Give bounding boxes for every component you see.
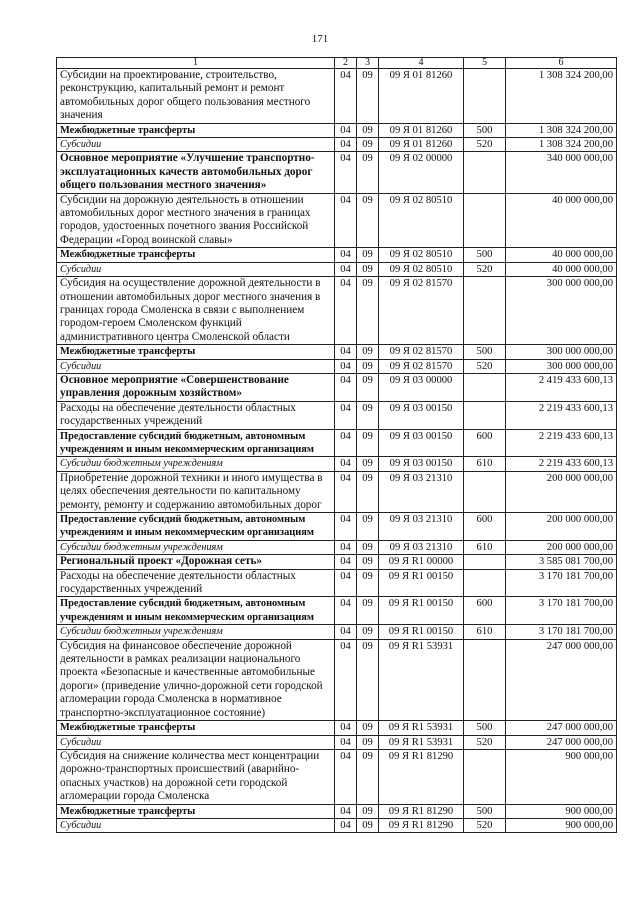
amount: 247 000 000,00 <box>506 639 617 720</box>
item-description: Субсидии <box>57 262 335 276</box>
subsection-code: 09 <box>357 540 379 554</box>
subsection-code: 09 <box>357 123 379 137</box>
expense-type-code <box>464 152 506 193</box>
amount: 1 308 324 200,00 <box>506 138 617 152</box>
table-row <box>57 345 617 359</box>
table-row <box>57 804 617 818</box>
item-description: Приобретение дорожной техники и иного имущества в целях обеспечения деятельности по капитальному ремонту, ремонту и содержанию автомобильных дорог <box>57 471 335 512</box>
target-article-code: 09 Я 03 21310 <box>379 513 464 541</box>
section-code: 04 <box>335 569 357 597</box>
column-number: 1 <box>57 58 335 69</box>
expense-type-code <box>464 471 506 512</box>
item-description: Межбюджетные трансферты <box>57 721 335 735</box>
target-article-code: 09 Я 01 81260 <box>379 138 464 152</box>
item-description: Межбюджетные трансферты <box>57 248 335 262</box>
table-row <box>57 735 617 749</box>
amount: 200 000 000,00 <box>506 471 617 512</box>
subsection-code: 09 <box>357 401 379 429</box>
amount: 2 419 433 600,13 <box>506 373 617 401</box>
section-code: 04 <box>335 639 357 720</box>
target-article-code: 09 Я R1 53931 <box>379 639 464 720</box>
amount: 1 308 324 200,00 <box>506 69 617 124</box>
table-row <box>57 277 617 345</box>
expense-type-code: 600 <box>464 513 506 541</box>
expense-type-code <box>464 569 506 597</box>
item-description: Предоставление субсидий бюджетным, автономным учреждениям и иным некоммерческим организациям <box>57 597 335 625</box>
table-row <box>57 152 617 193</box>
target-article-code: 09 Я R1 00150 <box>379 597 464 625</box>
section-code: 04 <box>335 513 357 541</box>
expense-type-code <box>464 373 506 401</box>
section-code: 04 <box>335 818 357 832</box>
target-article-code: 09 Я R1 00150 <box>379 625 464 639</box>
item-description: Расходы на обеспечение деятельности областных государственных учреждений <box>57 569 335 597</box>
section-code: 04 <box>335 262 357 276</box>
amount: 900 000,00 <box>506 749 617 804</box>
item-description: Субсидии <box>57 818 335 832</box>
target-article-code: 09 Я 03 00150 <box>379 401 464 429</box>
item-description: Предоставление субсидий бюджетным, автономным учреждениям и иным некоммерческим организациям <box>57 513 335 541</box>
table-row <box>57 639 617 720</box>
section-code: 04 <box>335 804 357 818</box>
amount: 200 000 000,00 <box>506 540 617 554</box>
section-code: 04 <box>335 540 357 554</box>
item-description: Основное мероприятие «Совершенствование управления дорожным хозяйством» <box>57 373 335 401</box>
target-article-code: 09 Я 03 21310 <box>379 471 464 512</box>
expense-type-code: 520 <box>464 359 506 373</box>
subsection-code: 09 <box>357 721 379 735</box>
section-code: 04 <box>335 345 357 359</box>
section-code: 04 <box>335 625 357 639</box>
expense-type-code: 500 <box>464 804 506 818</box>
table-row <box>57 457 617 471</box>
target-article-code: 09 Я R1 00150 <box>379 569 464 597</box>
amount: 247 000 000,00 <box>506 721 617 735</box>
subsection-code: 09 <box>357 359 379 373</box>
column-number: 5 <box>464 58 506 69</box>
subsection-code: 09 <box>357 345 379 359</box>
item-description: Субсидии <box>57 735 335 749</box>
amount: 3 585 081 700,00 <box>506 555 617 569</box>
budget-table <box>56 57 617 833</box>
amount: 40 000 000,00 <box>506 193 617 248</box>
subsection-code: 09 <box>357 193 379 248</box>
subsection-code: 09 <box>357 471 379 512</box>
section-code: 04 <box>335 749 357 804</box>
section-code: 04 <box>335 248 357 262</box>
expense-type-code: 520 <box>464 818 506 832</box>
amount: 1 308 324 200,00 <box>506 123 617 137</box>
item-description: Субсидия на финансовое обеспечение дорожной деятельности в рамках реализации национального проекта «Безопасные и качественные автомобильные дороги» (приведение улично-дорожной сети городской агломерации города Смоленска в нормативное транспортно-эксплуатационное состояние) <box>57 639 335 720</box>
target-article-code: 09 Я R1 53931 <box>379 735 464 749</box>
item-description: Расходы на обеспечение деятельности областных государственных учреждений <box>57 401 335 429</box>
table-row <box>57 625 617 639</box>
target-article-code: 09 Я 02 80510 <box>379 262 464 276</box>
amount: 2 219 433 600,13 <box>506 457 617 471</box>
expense-type-code <box>464 277 506 345</box>
table-row <box>57 401 617 429</box>
amount: 200 000 000,00 <box>506 513 617 541</box>
subsection-code: 09 <box>357 262 379 276</box>
section-code: 04 <box>335 597 357 625</box>
subsection-code: 09 <box>357 457 379 471</box>
subsection-code: 09 <box>357 818 379 832</box>
subsection-code: 09 <box>357 597 379 625</box>
subsection-code: 09 <box>357 152 379 193</box>
expense-type-code <box>464 401 506 429</box>
section-code: 04 <box>335 193 357 248</box>
table-row <box>57 569 617 597</box>
item-description: Субсидии бюджетным учреждениям <box>57 540 335 554</box>
item-description: Региональный проект «Дорожная сеть» <box>57 555 335 569</box>
subsection-code: 09 <box>357 625 379 639</box>
page-number: 171 <box>311 33 329 45</box>
expense-type-code: 600 <box>464 429 506 457</box>
table-row <box>57 262 617 276</box>
subsection-code: 09 <box>357 277 379 345</box>
section-code: 04 <box>335 277 357 345</box>
target-article-code: 09 Я R1 81290 <box>379 818 464 832</box>
expense-type-code: 610 <box>464 625 506 639</box>
target-article-code: 09 Я 02 80510 <box>379 193 464 248</box>
expense-type-code <box>464 749 506 804</box>
expense-type-code: 610 <box>464 457 506 471</box>
table-row <box>57 721 617 735</box>
target-article-code: 09 Я 03 21310 <box>379 540 464 554</box>
target-article-code: 09 Я 03 00150 <box>379 429 464 457</box>
amount: 3 170 181 700,00 <box>506 569 617 597</box>
subsection-code: 09 <box>357 429 379 457</box>
subsection-code: 09 <box>357 749 379 804</box>
table-row <box>57 471 617 512</box>
column-number: 2 <box>335 58 357 69</box>
amount: 900 000,00 <box>506 818 617 832</box>
table-row <box>57 123 617 137</box>
amount: 40 000 000,00 <box>506 248 617 262</box>
subsection-code: 09 <box>357 248 379 262</box>
item-description: Межбюджетные трансферты <box>57 804 335 818</box>
column-number: 6 <box>506 58 617 69</box>
item-description: Субсидии на дорожную деятельность в отношении автомобильных дорог местного значения в границах городов, удостоенных почетного звания Российской Федерации «Город воинской славы» <box>57 193 335 248</box>
section-code: 04 <box>335 735 357 749</box>
item-description: Субсидия на снижение количества мест концентрации дорожно-транспортных происшествий (аварийно-опасных участков) на дорожной сети городской агломерации города Смоленска <box>57 749 335 804</box>
table-body <box>57 69 617 833</box>
table-row <box>57 429 617 457</box>
table-row <box>57 555 617 569</box>
subsection-code: 09 <box>357 138 379 152</box>
amount: 40 000 000,00 <box>506 262 617 276</box>
column-number: 3 <box>357 58 379 69</box>
section-code: 04 <box>335 721 357 735</box>
expense-type-code: 500 <box>464 248 506 262</box>
item-description: Субсидии бюджетным учреждениям <box>57 457 335 471</box>
item-description: Субсидии <box>57 359 335 373</box>
expense-type-code: 600 <box>464 597 506 625</box>
column-number-row <box>57 58 617 69</box>
subsection-code: 09 <box>357 569 379 597</box>
item-description: Межбюджетные трансферты <box>57 123 335 137</box>
amount: 2 219 433 600,13 <box>506 401 617 429</box>
expense-type-code: 610 <box>464 540 506 554</box>
column-number: 4 <box>379 58 464 69</box>
amount: 3 170 181 700,00 <box>506 625 617 639</box>
expense-type-code: 500 <box>464 345 506 359</box>
target-article-code: 09 Я R1 00000 <box>379 555 464 569</box>
subsection-code: 09 <box>357 639 379 720</box>
item-description: Субсидии бюджетным учреждениям <box>57 625 335 639</box>
amount: 300 000 000,00 <box>506 277 617 345</box>
table-row <box>57 818 617 832</box>
expense-type-code: 520 <box>464 262 506 276</box>
subsection-code: 09 <box>357 555 379 569</box>
table-row <box>57 69 617 124</box>
expense-type-code: 500 <box>464 123 506 137</box>
table-row <box>57 540 617 554</box>
expense-type-code <box>464 639 506 720</box>
amount: 900 000,00 <box>506 804 617 818</box>
table-row <box>57 597 617 625</box>
section-code: 04 <box>335 471 357 512</box>
section-code: 04 <box>335 69 357 124</box>
expense-type-code <box>464 69 506 124</box>
expense-type-code: 520 <box>464 138 506 152</box>
amount: 2 219 433 600,13 <box>506 429 617 457</box>
target-article-code: 09 Я 03 00000 <box>379 373 464 401</box>
amount: 340 000 000,00 <box>506 152 617 193</box>
item-description: Субсидия на осуществление дорожной деятельности в отношении автомобильных дорог местного значения в границах города Смоленска в связи с выполнением городом-героем Смоленском функций административного центра Смоленской области <box>57 277 335 345</box>
item-description: Субсидии на проектирование, строительство, реконструкцию, капитальный ремонт и ремонт автомобильных дорог общего пользования местного значения <box>57 69 335 124</box>
amount: 247 000 000,00 <box>506 735 617 749</box>
target-article-code: 09 Я 01 81260 <box>379 123 464 137</box>
table-row <box>57 138 617 152</box>
table-row <box>57 193 617 248</box>
section-code: 04 <box>335 152 357 193</box>
item-description: Субсидии <box>57 138 335 152</box>
expense-type-code: 500 <box>464 721 506 735</box>
section-code: 04 <box>335 457 357 471</box>
subsection-code: 09 <box>357 804 379 818</box>
subsection-code: 09 <box>357 735 379 749</box>
target-article-code: 09 Я R1 81290 <box>379 804 464 818</box>
subsection-code: 09 <box>357 69 379 124</box>
target-article-code: 09 Я 02 00000 <box>379 152 464 193</box>
subsection-code: 09 <box>357 373 379 401</box>
amount: 3 170 181 700,00 <box>506 597 617 625</box>
amount: 300 000 000,00 <box>506 359 617 373</box>
target-article-code: 09 Я 01 81260 <box>379 69 464 124</box>
target-article-code: 09 Я 02 81570 <box>379 277 464 345</box>
target-article-code: 09 Я 02 81570 <box>379 345 464 359</box>
item-description: Основное мероприятие «Улучшение транспортно-эксплуатационных качеств автомобильных дорог общего пользования местного значения» <box>57 152 335 193</box>
target-article-code: 09 Я 02 81570 <box>379 359 464 373</box>
table-row <box>57 749 617 804</box>
table-row <box>57 359 617 373</box>
expense-type-code <box>464 555 506 569</box>
section-code: 04 <box>335 138 357 152</box>
expense-type-code: 520 <box>464 735 506 749</box>
section-code: 04 <box>335 359 357 373</box>
section-code: 04 <box>335 373 357 401</box>
table-row <box>57 373 617 401</box>
target-article-code: 09 Я 02 80510 <box>379 248 464 262</box>
target-article-code: 09 Я 03 00150 <box>379 457 464 471</box>
expense-type-code <box>464 193 506 248</box>
section-code: 04 <box>335 123 357 137</box>
amount: 300 000 000,00 <box>506 345 617 359</box>
subsection-code: 09 <box>357 513 379 541</box>
target-article-code: 09 Я R1 53931 <box>379 721 464 735</box>
item-description: Межбюджетные трансферты <box>57 345 335 359</box>
item-description: Предоставление субсидий бюджетным, автономным учреждениям и иным некоммерческим организациям <box>57 429 335 457</box>
section-code: 04 <box>335 401 357 429</box>
section-code: 04 <box>335 429 357 457</box>
table-row <box>57 513 617 541</box>
table-row <box>57 248 617 262</box>
section-code: 04 <box>335 555 357 569</box>
target-article-code: 09 Я R1 81290 <box>379 749 464 804</box>
